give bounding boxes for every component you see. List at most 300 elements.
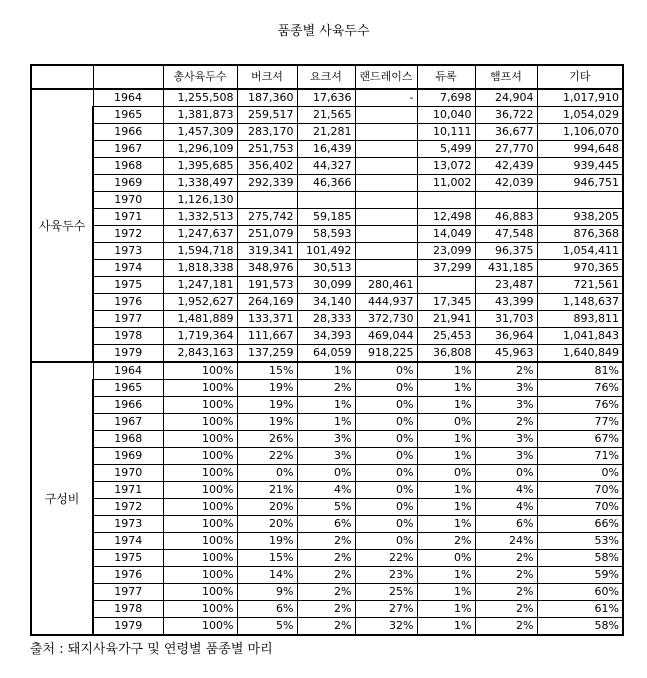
value-cell: 100% bbox=[163, 550, 237, 567]
value-cell: 372,730 bbox=[355, 311, 417, 328]
value-cell: 100% bbox=[163, 431, 237, 448]
value-cell: 27,770 bbox=[475, 141, 537, 158]
value-cell: 133,371 bbox=[237, 311, 297, 328]
value-cell: 36,808 bbox=[417, 345, 475, 363]
value-cell: 444,937 bbox=[355, 294, 417, 311]
value-cell: 2% bbox=[475, 584, 537, 601]
value-cell bbox=[355, 209, 417, 226]
value-cell: 30,513 bbox=[297, 260, 355, 277]
value-cell: 19% bbox=[237, 380, 297, 397]
value-cell: 1% bbox=[417, 448, 475, 465]
year-cell: 1969 bbox=[93, 175, 163, 192]
value-cell: 0% bbox=[355, 380, 417, 397]
value-cell: 1,818,338 bbox=[163, 260, 237, 277]
value-cell: 58% bbox=[537, 618, 623, 636]
value-cell: 100% bbox=[163, 465, 237, 482]
year-cell: 1971 bbox=[93, 482, 163, 499]
value-cell: 1,296,109 bbox=[163, 141, 237, 158]
value-cell: 3% bbox=[475, 448, 537, 465]
value-cell: 319,341 bbox=[237, 243, 297, 260]
value-cell: 2% bbox=[297, 618, 355, 636]
table-row bbox=[31, 209, 623, 226]
value-cell: 259,517 bbox=[237, 107, 297, 124]
value-cell: 938,205 bbox=[537, 209, 623, 226]
header-blank-cell bbox=[93, 65, 163, 89]
table-row bbox=[31, 260, 623, 277]
value-cell: 60% bbox=[537, 584, 623, 601]
value-cell: 1,332,513 bbox=[163, 209, 237, 226]
value-cell: 0% bbox=[355, 465, 417, 482]
value-cell: 356,402 bbox=[237, 158, 297, 175]
value-cell: 2% bbox=[297, 380, 355, 397]
value-cell: 58% bbox=[537, 550, 623, 567]
value-cell: 2% bbox=[417, 533, 475, 550]
value-cell: 46,366 bbox=[297, 175, 355, 192]
header-blank-cell bbox=[31, 65, 93, 89]
value-cell: 1,126,130 bbox=[163, 192, 237, 209]
value-cell: 24% bbox=[475, 533, 537, 550]
year-cell: 1975 bbox=[93, 550, 163, 567]
table-row bbox=[31, 124, 623, 141]
value-cell: 100% bbox=[163, 482, 237, 499]
value-cell bbox=[417, 277, 475, 294]
value-cell: 283,170 bbox=[237, 124, 297, 141]
group-label: 사육두수 bbox=[31, 89, 93, 362]
value-cell bbox=[355, 243, 417, 260]
table-row bbox=[31, 226, 623, 243]
value-cell: 0% bbox=[297, 465, 355, 482]
value-cell: 36,964 bbox=[475, 328, 537, 345]
value-cell: 876,368 bbox=[537, 226, 623, 243]
value-cell: 4% bbox=[475, 499, 537, 516]
value-cell: 1,247,181 bbox=[163, 277, 237, 294]
value-cell: 100% bbox=[163, 448, 237, 465]
year-cell: 1977 bbox=[93, 311, 163, 328]
value-cell: 1% bbox=[417, 397, 475, 414]
value-cell: 17,345 bbox=[417, 294, 475, 311]
value-cell: 100% bbox=[163, 499, 237, 516]
year-cell: 1975 bbox=[93, 277, 163, 294]
value-cell: 25% bbox=[355, 584, 417, 601]
value-cell: 59% bbox=[537, 567, 623, 584]
table-row bbox=[31, 414, 623, 431]
table-row bbox=[31, 380, 623, 397]
year-cell: 1972 bbox=[93, 499, 163, 516]
value-cell: 43,399 bbox=[475, 294, 537, 311]
value-cell: 2% bbox=[297, 584, 355, 601]
value-cell: 14% bbox=[237, 567, 297, 584]
value-cell: 3% bbox=[297, 448, 355, 465]
value-cell: 23% bbox=[355, 567, 417, 584]
value-cell: 70% bbox=[537, 499, 623, 516]
value-cell: 101,492 bbox=[297, 243, 355, 260]
year-cell: 1969 bbox=[93, 448, 163, 465]
table-row bbox=[31, 601, 623, 618]
value-cell: 2% bbox=[475, 550, 537, 567]
value-cell: 100% bbox=[163, 533, 237, 550]
value-cell: 32% bbox=[355, 618, 417, 636]
year-cell: 1971 bbox=[93, 209, 163, 226]
value-cell: 15% bbox=[237, 550, 297, 567]
value-cell: 70% bbox=[537, 482, 623, 499]
table-row bbox=[31, 448, 623, 465]
value-cell: 3% bbox=[475, 380, 537, 397]
value-cell: 0% bbox=[355, 482, 417, 499]
value-cell: 46,883 bbox=[475, 209, 537, 226]
value-cell: 1,106,070 bbox=[537, 124, 623, 141]
value-cell: 36,677 bbox=[475, 124, 537, 141]
value-cell: 21,941 bbox=[417, 311, 475, 328]
value-cell: 0% bbox=[355, 533, 417, 550]
column-header: 기타 bbox=[537, 65, 623, 89]
value-cell: 64,059 bbox=[297, 345, 355, 363]
value-cell: 100% bbox=[163, 380, 237, 397]
value-cell: 100% bbox=[163, 567, 237, 584]
value-cell: 100% bbox=[163, 397, 237, 414]
value-cell: 21,565 bbox=[297, 107, 355, 124]
table-row bbox=[31, 584, 623, 601]
year-cell: 1965 bbox=[93, 107, 163, 124]
value-cell: 1,381,873 bbox=[163, 107, 237, 124]
value-cell: 100% bbox=[163, 584, 237, 601]
value-cell: 251,079 bbox=[237, 226, 297, 243]
column-header: 총사육두수 bbox=[163, 65, 237, 89]
value-cell: 1% bbox=[417, 618, 475, 636]
year-cell: 1973 bbox=[93, 516, 163, 533]
value-cell: 2% bbox=[475, 601, 537, 618]
year-cell: 1973 bbox=[93, 243, 163, 260]
value-cell bbox=[355, 192, 417, 209]
table-row bbox=[31, 89, 623, 107]
value-cell: 1,719,364 bbox=[163, 328, 237, 345]
value-cell: 1% bbox=[417, 380, 475, 397]
value-cell: 0% bbox=[355, 397, 417, 414]
year-cell: 1970 bbox=[93, 465, 163, 482]
value-cell: 1,041,843 bbox=[537, 328, 623, 345]
value-cell: 2% bbox=[297, 533, 355, 550]
value-cell: 100% bbox=[163, 516, 237, 533]
value-cell: 19% bbox=[237, 397, 297, 414]
value-cell: 26% bbox=[237, 431, 297, 448]
value-cell: 3% bbox=[475, 431, 537, 448]
year-cell: 1979 bbox=[93, 618, 163, 636]
table-row bbox=[31, 499, 623, 516]
year-cell: 1976 bbox=[93, 567, 163, 584]
table-row bbox=[31, 516, 623, 533]
value-cell: 918,225 bbox=[355, 345, 417, 363]
value-cell: 53% bbox=[537, 533, 623, 550]
value-cell: 45,963 bbox=[475, 345, 537, 363]
value-cell: 37,299 bbox=[417, 260, 475, 277]
value-cell: 15% bbox=[237, 362, 297, 380]
value-cell bbox=[355, 107, 417, 124]
value-cell: 1,247,637 bbox=[163, 226, 237, 243]
value-cell: 2% bbox=[475, 567, 537, 584]
value-cell: 4% bbox=[297, 482, 355, 499]
value-cell: 1% bbox=[417, 516, 475, 533]
value-cell: 2% bbox=[297, 550, 355, 567]
value-cell: 251,753 bbox=[237, 141, 297, 158]
year-cell: 1974 bbox=[93, 260, 163, 277]
value-cell: 1% bbox=[417, 499, 475, 516]
value-cell bbox=[297, 192, 355, 209]
value-cell: 191,573 bbox=[237, 277, 297, 294]
value-cell: 264,169 bbox=[237, 294, 297, 311]
value-cell: 137,259 bbox=[237, 345, 297, 363]
value-cell: 893,811 bbox=[537, 311, 623, 328]
value-cell: 25,453 bbox=[417, 328, 475, 345]
value-cell: 22% bbox=[237, 448, 297, 465]
value-cell bbox=[237, 192, 297, 209]
value-cell: 96,375 bbox=[475, 243, 537, 260]
value-cell: 71% bbox=[537, 448, 623, 465]
value-cell: 3% bbox=[297, 431, 355, 448]
value-cell: 0% bbox=[355, 516, 417, 533]
value-cell: 17,636 bbox=[297, 89, 355, 107]
value-cell: 16,439 bbox=[297, 141, 355, 158]
value-cell: 1,054,411 bbox=[537, 243, 623, 260]
value-cell: 0% bbox=[417, 414, 475, 431]
value-cell: 20% bbox=[237, 516, 297, 533]
value-cell: 20% bbox=[237, 499, 297, 516]
value-cell: 1% bbox=[417, 601, 475, 618]
value-cell: 0% bbox=[355, 448, 417, 465]
value-cell: 2,843,163 bbox=[163, 345, 237, 363]
value-cell: 111,667 bbox=[237, 328, 297, 345]
value-cell bbox=[355, 175, 417, 192]
year-cell: 1965 bbox=[93, 380, 163, 397]
year-cell: 1966 bbox=[93, 124, 163, 141]
value-cell: 2% bbox=[475, 362, 537, 380]
value-cell: 59,185 bbox=[297, 209, 355, 226]
value-cell: 77% bbox=[537, 414, 623, 431]
table-row bbox=[31, 175, 623, 192]
value-cell: 42,039 bbox=[475, 175, 537, 192]
value-cell: 36,722 bbox=[475, 107, 537, 124]
year-cell: 1964 bbox=[93, 89, 163, 107]
value-cell: 13,072 bbox=[417, 158, 475, 175]
value-cell: 0% bbox=[355, 431, 417, 448]
year-cell: 1978 bbox=[93, 601, 163, 618]
page-title: 품종별 사육두수 bbox=[277, 24, 370, 39]
value-cell: 24,904 bbox=[475, 89, 537, 107]
value-cell: 1% bbox=[417, 431, 475, 448]
value-cell: 946,751 bbox=[537, 175, 623, 192]
table-row bbox=[31, 533, 623, 550]
year-cell: 1967 bbox=[93, 414, 163, 431]
value-cell bbox=[355, 260, 417, 277]
value-cell: 1,481,889 bbox=[163, 311, 237, 328]
year-cell: 1967 bbox=[93, 141, 163, 158]
value-cell: 4% bbox=[475, 482, 537, 499]
table-row bbox=[31, 141, 623, 158]
value-cell: 67% bbox=[537, 431, 623, 448]
table-row bbox=[31, 158, 623, 175]
value-cell: 9% bbox=[237, 584, 297, 601]
value-cell: 1% bbox=[417, 362, 475, 380]
value-cell: 5% bbox=[297, 499, 355, 516]
value-cell: 6% bbox=[475, 516, 537, 533]
year-cell: 1964 bbox=[93, 362, 163, 380]
value-cell: 21,281 bbox=[297, 124, 355, 141]
value-cell: 100% bbox=[163, 414, 237, 431]
value-cell: 23,099 bbox=[417, 243, 475, 260]
value-cell: 10,040 bbox=[417, 107, 475, 124]
value-cell: 0% bbox=[355, 499, 417, 516]
year-cell: 1979 bbox=[93, 345, 163, 363]
value-cell: 1,457,309 bbox=[163, 124, 237, 141]
table-row bbox=[31, 192, 623, 209]
value-cell: 100% bbox=[163, 618, 237, 636]
value-cell: 1% bbox=[297, 414, 355, 431]
value-cell: 11,002 bbox=[417, 175, 475, 192]
year-cell: 1968 bbox=[93, 431, 163, 448]
value-cell: 5,499 bbox=[417, 141, 475, 158]
value-cell: 1% bbox=[297, 397, 355, 414]
value-cell: 0% bbox=[355, 414, 417, 431]
column-header: 듀록 bbox=[417, 65, 475, 89]
value-cell: 0% bbox=[475, 465, 537, 482]
column-header: 랜드레이스 bbox=[355, 65, 417, 89]
table-row bbox=[31, 567, 623, 584]
value-cell: 1,148,637 bbox=[537, 294, 623, 311]
value-cell: 721,561 bbox=[537, 277, 623, 294]
value-cell: 1% bbox=[417, 584, 475, 601]
value-cell: 2% bbox=[297, 567, 355, 584]
year-cell: 1970 bbox=[93, 192, 163, 209]
table-row bbox=[31, 362, 623, 380]
value-cell: 30,099 bbox=[297, 277, 355, 294]
value-cell: 5% bbox=[237, 618, 297, 636]
column-header: 요크셔 bbox=[297, 65, 355, 89]
column-header: 햄프셔 bbox=[475, 65, 537, 89]
table-row bbox=[31, 482, 623, 499]
value-cell: 10,111 bbox=[417, 124, 475, 141]
value-cell: 2% bbox=[297, 601, 355, 618]
livestock-table bbox=[30, 64, 624, 636]
value-cell: 100% bbox=[163, 601, 237, 618]
value-cell: 1% bbox=[417, 567, 475, 584]
value-cell: 19% bbox=[237, 414, 297, 431]
value-cell bbox=[355, 226, 417, 243]
year-cell: 1974 bbox=[93, 533, 163, 550]
value-cell: 19% bbox=[237, 533, 297, 550]
table-row bbox=[31, 550, 623, 567]
value-cell: 1,338,497 bbox=[163, 175, 237, 192]
value-cell: 23,487 bbox=[475, 277, 537, 294]
year-cell: 1966 bbox=[93, 397, 163, 414]
table-row bbox=[31, 431, 623, 448]
column-header: 버크셔 bbox=[237, 65, 297, 89]
value-cell: 2% bbox=[475, 414, 537, 431]
value-cell: 275,742 bbox=[237, 209, 297, 226]
value-cell: 431,185 bbox=[475, 260, 537, 277]
value-cell: 970,365 bbox=[537, 260, 623, 277]
value-cell bbox=[417, 192, 475, 209]
value-cell: 0% bbox=[237, 465, 297, 482]
value-cell: 12,498 bbox=[417, 209, 475, 226]
value-cell: 6% bbox=[297, 516, 355, 533]
value-cell: 1,255,508 bbox=[163, 89, 237, 107]
value-cell: 34,140 bbox=[297, 294, 355, 311]
value-cell: 100% bbox=[163, 362, 237, 380]
value-cell: 27% bbox=[355, 601, 417, 618]
value-cell: 81% bbox=[537, 362, 623, 380]
value-cell: 76% bbox=[537, 380, 623, 397]
table-row bbox=[31, 277, 623, 294]
value-cell: 1% bbox=[417, 482, 475, 499]
value-cell: 1% bbox=[297, 362, 355, 380]
group-label: 구성비 bbox=[31, 362, 93, 635]
value-cell: 348,976 bbox=[237, 260, 297, 277]
table-row bbox=[31, 311, 623, 328]
value-cell: 994,648 bbox=[537, 141, 623, 158]
value-cell bbox=[355, 141, 417, 158]
value-cell: 939,445 bbox=[537, 158, 623, 175]
year-cell: 1968 bbox=[93, 158, 163, 175]
table-row bbox=[31, 243, 623, 260]
value-cell: 58,593 bbox=[297, 226, 355, 243]
value-cell: 1,017,910 bbox=[537, 89, 623, 107]
table-row bbox=[31, 618, 623, 636]
value-cell: 0% bbox=[355, 362, 417, 380]
source-note: 출처 : 돼지사육가구 및 연령별 품종별 마리 bbox=[30, 642, 273, 657]
value-cell: 1,395,685 bbox=[163, 158, 237, 175]
value-cell: 66% bbox=[537, 516, 623, 533]
year-cell: 1978 bbox=[93, 328, 163, 345]
value-cell: 21% bbox=[237, 482, 297, 499]
header-row bbox=[31, 65, 623, 89]
value-cell: 0% bbox=[417, 465, 475, 482]
value-cell: 280,461 bbox=[355, 277, 417, 294]
value-cell: - bbox=[355, 89, 417, 107]
year-cell: 1976 bbox=[93, 294, 163, 311]
year-cell: 1972 bbox=[93, 226, 163, 243]
value-cell: 47,548 bbox=[475, 226, 537, 243]
value-cell: 1,952,627 bbox=[163, 294, 237, 311]
table-row bbox=[31, 294, 623, 311]
year-cell: 1977 bbox=[93, 584, 163, 601]
value-cell: 0% bbox=[537, 465, 623, 482]
value-cell: 28,333 bbox=[297, 311, 355, 328]
value-cell: 6% bbox=[237, 601, 297, 618]
value-cell: 31,703 bbox=[475, 311, 537, 328]
value-cell: 187,360 bbox=[237, 89, 297, 107]
value-cell: 76% bbox=[537, 397, 623, 414]
value-cell: 42,439 bbox=[475, 158, 537, 175]
value-cell: 1,594,718 bbox=[163, 243, 237, 260]
table-row bbox=[31, 107, 623, 124]
value-cell: 292,339 bbox=[237, 175, 297, 192]
value-cell: 469,044 bbox=[355, 328, 417, 345]
value-cell: 22% bbox=[355, 550, 417, 567]
value-cell: 61% bbox=[537, 601, 623, 618]
value-cell: 44,327 bbox=[297, 158, 355, 175]
value-cell: 14,049 bbox=[417, 226, 475, 243]
table-row bbox=[31, 328, 623, 345]
value-cell bbox=[475, 192, 537, 209]
value-cell: 0% bbox=[417, 550, 475, 567]
table-row bbox=[31, 397, 623, 414]
value-cell: 3% bbox=[475, 397, 537, 414]
value-cell: 1,640,849 bbox=[537, 345, 623, 363]
value-cell: 7,698 bbox=[417, 89, 475, 107]
value-cell: 34,393 bbox=[297, 328, 355, 345]
value-cell bbox=[537, 192, 623, 209]
table-row bbox=[31, 345, 623, 363]
value-cell: 1,054,029 bbox=[537, 107, 623, 124]
value-cell bbox=[355, 124, 417, 141]
